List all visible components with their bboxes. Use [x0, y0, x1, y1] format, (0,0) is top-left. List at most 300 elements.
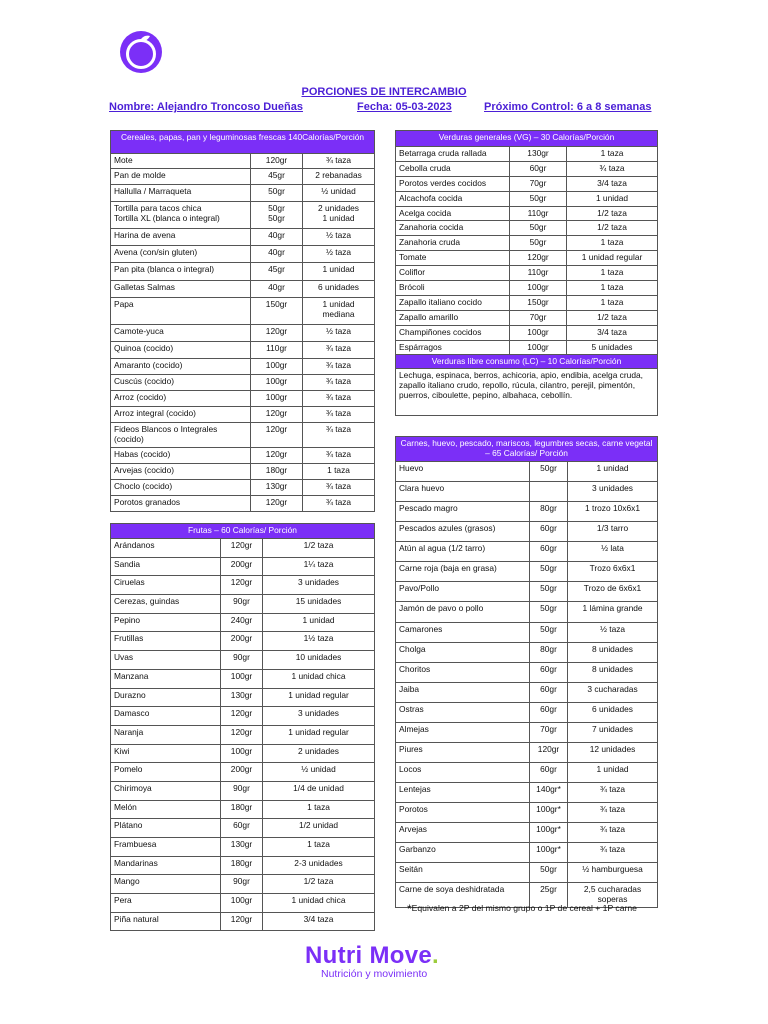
carnes-row [396, 542, 658, 562]
cereales-grams-cell: 45gr [251, 169, 303, 185]
verduras-row [396, 295, 658, 310]
frutas-grams-cell: 240gr [221, 613, 263, 632]
cereales-grams-cell: 120gr [251, 496, 303, 512]
frutas-portion-cell: 1/4 de unidad [263, 781, 375, 800]
next-control: Próximo Control: 6 a 8 semanas [484, 101, 652, 113]
cereales-grams-cell: 180gr [251, 464, 303, 480]
cereales-row [111, 359, 375, 375]
carnes-grams-cell: 60gr [530, 542, 568, 562]
frutas-grams-cell: 90gr [221, 781, 263, 800]
cereales-food-cell: Amaranto (cocido) [111, 359, 251, 375]
cereales-row [111, 169, 375, 185]
brand-dot: . [432, 942, 439, 969]
cereales-row [111, 298, 375, 325]
frutas-header-row [111, 524, 375, 539]
cereales-food-cell: Mote [111, 154, 251, 169]
carnes-food-cell: Camarones [396, 623, 530, 643]
carnes-row [396, 803, 658, 823]
verduras-portion-cell: 3/4 taza [567, 176, 658, 191]
footnote [407, 902, 637, 916]
cereales-food-cell: Porotos granados [111, 496, 251, 512]
frutas-food-cell: Arándanos [111, 539, 221, 558]
cereales-portion-cell: 2 unidades 1 unidad [303, 202, 375, 229]
verduras-row [396, 206, 658, 221]
verduras-grams-cell: 120gr [510, 251, 567, 266]
frutas-grams-cell: 100gr [221, 894, 263, 913]
frutas-food-cell: Pepino [111, 613, 221, 632]
verduras-row [396, 251, 658, 266]
cereales-grams-cell: 100gr [251, 359, 303, 375]
frutas-food-cell: Mango [111, 875, 221, 894]
cereales-grams-cell: 50gr [251, 185, 303, 202]
cereales-portion-cell: 1 unidad [303, 263, 375, 281]
carnes-food-cell: Piures [396, 743, 530, 763]
carnes-table [395, 436, 658, 908]
carnes-food-cell: Pescado magro [396, 502, 530, 522]
cereales-portion-cell: ¾ taza [303, 342, 375, 359]
frutas-portion-cell: 1 unidad regular [263, 725, 375, 744]
frutas-row [111, 595, 375, 614]
carnes-portion-cell: 8 unidades [568, 643, 658, 663]
carnes-portion-cell: 1 unidad [568, 763, 658, 783]
carnes-row [396, 663, 658, 683]
carnes-header-row [396, 437, 658, 462]
frutas-portion-cell: 2-3 unidades [263, 856, 375, 875]
cereales-portion-cell: ¾ taza [303, 480, 375, 496]
verduras-food-cell: Acelga cocida [396, 206, 510, 221]
cereales-row [111, 154, 375, 169]
verduras-grams-cell: 110gr [510, 266, 567, 281]
verduras-portion-cell: 1 taza [567, 266, 658, 281]
carnes-grams-cell: 100gr* [530, 843, 568, 863]
frutas-portion-cell: 3/4 taza [263, 912, 375, 931]
carnes-grams-cell: 50gr [530, 462, 568, 482]
cereales-food-cell: Cuscús (cocido) [111, 375, 251, 391]
verduras-portion-cell: 1 taza [567, 295, 658, 310]
verduras-portion-cell: 1/2 taza [567, 221, 658, 236]
carnes-row [396, 582, 658, 602]
verduras-row [396, 325, 658, 340]
frutas-food-cell: Pera [111, 894, 221, 913]
carnes-grams-cell: 50gr [530, 582, 568, 602]
frutas-row [111, 557, 375, 576]
frutas-portion-cell: 10 unidades [263, 651, 375, 670]
cereales-grams-cell: 120gr [251, 448, 303, 464]
carnes-grams-cell: 50gr [530, 602, 568, 623]
cereales-grams-cell: 130gr [251, 480, 303, 496]
frutas-portion-cell: ½ unidad [263, 763, 375, 782]
carnes-food-cell: Pescados azules (grasos) [396, 522, 530, 542]
carnes-food-cell: Cholga [396, 643, 530, 663]
cereales-grams-cell: 40gr [251, 281, 303, 298]
cereales-grams-cell: 110gr [251, 342, 303, 359]
frutas-grams-cell: 120gr [221, 725, 263, 744]
frutas-grams-cell: 90gr [221, 651, 263, 670]
carnes-portion-cell: 3 unidades [568, 482, 658, 502]
verduras-grams-cell: 50gr [510, 236, 567, 251]
cereales-portion-cell: ¾ taza [303, 448, 375, 464]
carnes-portion-cell: 12 unidades [568, 743, 658, 763]
carnes-row [396, 783, 658, 803]
carnes-portion-cell: ½ lata [568, 542, 658, 562]
frutas-grams-cell: 90gr [221, 875, 263, 894]
cereales-grams-cell: 120gr [251, 325, 303, 342]
verduras-food-cell: Cebolla cruda [396, 161, 510, 176]
cereales-food-cell: Galletas Salmas [111, 281, 251, 298]
frutas-food-cell: Cerezas, guindas [111, 595, 221, 614]
footnote-star: * [407, 902, 412, 916]
carnes-portion-cell: ¾ taza [568, 823, 658, 843]
frutas-grams-cell: 130gr [221, 838, 263, 857]
brand-logo [305, 942, 475, 980]
cereales-grams-cell: 120gr [251, 407, 303, 423]
cereales-food-cell: Arvejas (cocido) [111, 464, 251, 480]
frutas-row [111, 744, 375, 763]
carnes-grams-cell: 50gr [530, 863, 568, 883]
verduras-row [396, 161, 658, 176]
verduras-header: Verduras generales (VG) – 30 Calorías/Porción [396, 131, 658, 147]
carnes-grams-cell: 140gr* [530, 783, 568, 803]
frutas-portion-cell: 1 unidad [263, 613, 375, 632]
frutas-row [111, 875, 375, 894]
carnes-row [396, 522, 658, 542]
carnes-row [396, 643, 658, 663]
frutas-portion-cell: 1/2 unidad [263, 819, 375, 838]
frutas-row [111, 725, 375, 744]
verduras-portion-cell: 1 taza [567, 147, 658, 162]
carnes-row [396, 462, 658, 482]
frutas-row [111, 688, 375, 707]
frutas-grams-cell: 200gr [221, 557, 263, 576]
carnes-portion-cell: 1 trozo 10x6x1 [568, 502, 658, 522]
carnes-portion-cell: ¾ taza [568, 843, 658, 863]
frutas-food-cell: Piña natural [111, 912, 221, 931]
frutas-food-cell: Naranja [111, 725, 221, 744]
frutas-portion-cell: 15 unidades [263, 595, 375, 614]
verduras-food-cell: Champiñones cocidos [396, 325, 510, 340]
cereales-row [111, 391, 375, 407]
cereales-grams-cell: 50gr 50gr [251, 202, 303, 229]
carnes-portion-cell: 3 cucharadas [568, 683, 658, 703]
carnes-food-cell: Arvejas [396, 823, 530, 843]
carnes-row [396, 743, 658, 763]
frutas-food-cell: Ciruelas [111, 576, 221, 595]
carnes-portion-cell: Trozo de 6x6x1 [568, 582, 658, 602]
cereales-food-cell: Fideos Blancos o Integrales (cocido) [111, 423, 251, 448]
frutas-row [111, 632, 375, 651]
cereales-row [111, 480, 375, 496]
frutas-portion-cell: 1 unidad chica [263, 669, 375, 688]
frutas-table [110, 523, 375, 931]
cereales-row [111, 185, 375, 202]
frutas-grams-cell: 120gr [221, 539, 263, 558]
frutas-grams-cell: 100gr [221, 744, 263, 763]
carnes-grams-cell: 60gr [530, 522, 568, 542]
verduras-grams-cell: 100gr [510, 340, 567, 355]
carnes-grams-cell: 80gr [530, 502, 568, 522]
carnes-food-cell: Carne de soya deshidratada [396, 883, 530, 908]
cereales-food-cell: Avena (con/sin gluten) [111, 246, 251, 263]
verduras-food-cell: Tomate [396, 251, 510, 266]
cereales-food-cell: Arroz (cocido) [111, 391, 251, 407]
frutas-portion-cell: 1/2 taza [263, 539, 375, 558]
carnes-row [396, 863, 658, 883]
patient-name: Nombre: Alejandro Troncoso Dueñas [109, 101, 303, 113]
carnes-grams-cell: 50gr [530, 562, 568, 582]
cereales-grams-cell: 150gr [251, 298, 303, 325]
cereales-header: Cereales, papas, pan y leguminosas frescas 140Calorías/Porción [111, 131, 375, 154]
frutas-portion-cell: 2 unidades [263, 744, 375, 763]
carnes-portion-cell: ¾ taza [568, 803, 658, 823]
carnes-grams-cell [530, 482, 568, 502]
frutas-food-cell: Chirimoya [111, 781, 221, 800]
cereales-row [111, 229, 375, 246]
cereales-header-row [111, 131, 375, 154]
verduras-grams-cell: 50gr [510, 191, 567, 206]
verduras-grams-cell: 150gr [510, 295, 567, 310]
cereales-row [111, 246, 375, 263]
verduras-grams-cell: 110gr [510, 206, 567, 221]
carnes-grams-cell: 100gr* [530, 803, 568, 823]
cereales-food-cell: Tortilla para tacos chica Tortilla XL (blanca o integral) [111, 202, 251, 229]
frutas-row [111, 838, 375, 857]
verduras-table [395, 130, 658, 416]
verduras-portion-cell: 3/4 taza [567, 325, 658, 340]
verduras-portion-cell: 1 taza [567, 236, 658, 251]
carnes-food-cell: Garbanzo [396, 843, 530, 863]
verduras-portion-cell: 1 unidad regular [567, 251, 658, 266]
verduras-row [396, 236, 658, 251]
carnes-food-cell: Choritos [396, 663, 530, 683]
verduras-food-cell: Zanahoria cocida [396, 221, 510, 236]
verduras-grams-cell: 100gr [510, 325, 567, 340]
cereales-row [111, 423, 375, 448]
cereales-portion-cell: ¾ taza [303, 359, 375, 375]
verduras-grams-cell: 50gr [510, 221, 567, 236]
verduras-food-cell: Zapallo italiano cocido [396, 295, 510, 310]
carnes-row [396, 502, 658, 522]
carnes-header: Carnes, huevo, pescado, mariscos, legumbres secas, carne vegetal – 65 Calorías/ Porción [396, 437, 658, 462]
visit-date: Fecha: 05-03-2023 [357, 101, 452, 113]
cereales-food-cell: Choclo (cocido) [111, 480, 251, 496]
verduras-row [396, 176, 658, 191]
frutas-food-cell: Pomelo [111, 763, 221, 782]
carnes-row [396, 723, 658, 743]
frutas-row [111, 707, 375, 726]
carnes-portion-cell: 8 unidades [568, 663, 658, 683]
frutas-grams-cell: 60gr [221, 819, 263, 838]
cereales-portion-cell: ½ unidad [303, 185, 375, 202]
carnes-food-cell: Clara huevo [396, 482, 530, 502]
carnes-row [396, 683, 658, 703]
frutas-food-cell: Durazno [111, 688, 221, 707]
page-title: PORCIONES DE INTERCAMBIO [301, 86, 467, 98]
verduras-libre-row [396, 369, 658, 416]
brand-name-text: Nutri Move [305, 942, 433, 969]
frutas-food-cell: Frutillas [111, 632, 221, 651]
carnes-portion-cell: 1/3 tarro [568, 522, 658, 542]
cereales-portion-cell: ¾ taza [303, 496, 375, 512]
cereales-row [111, 342, 375, 359]
carnes-portion-cell: 1 lámina grande [568, 602, 658, 623]
frutas-food-cell: Damasco [111, 707, 221, 726]
carnes-food-cell: Almejas [396, 723, 530, 743]
cereales-portion-cell: 6 unidades [303, 281, 375, 298]
cereales-grams-cell: 120gr [251, 423, 303, 448]
cereales-food-cell: Camote-yuca [111, 325, 251, 342]
carnes-food-cell: Seitán [396, 863, 530, 883]
carnes-food-cell: Huevo [396, 462, 530, 482]
verduras-row [396, 281, 658, 296]
frutas-food-cell: Plátano [111, 819, 221, 838]
carnes-food-cell: Atún al agua (1/2 tarro) [396, 542, 530, 562]
carnes-food-cell: Ostras [396, 703, 530, 723]
apple-logo-icon [118, 29, 164, 75]
frutas-row [111, 651, 375, 670]
carnes-food-cell: Lentejas [396, 783, 530, 803]
carnes-grams-cell: 70gr [530, 723, 568, 743]
verduras-portion-cell: 1 taza [567, 281, 658, 296]
carnes-row [396, 623, 658, 643]
verduras-row [396, 191, 658, 206]
carnes-food-cell: Porotos [396, 803, 530, 823]
cereales-food-cell: Arroz integral (cocido) [111, 407, 251, 423]
verduras-portion-cell: 5 unidades [567, 340, 658, 355]
cereales-grams-cell: 40gr [251, 229, 303, 246]
cereales-row [111, 325, 375, 342]
brand-name [305, 942, 475, 970]
frutas-food-cell: Melón [111, 800, 221, 819]
cereales-food-cell: Habas (cocido) [111, 448, 251, 464]
frutas-food-cell: Uvas [111, 651, 221, 670]
carnes-portion-cell: 2,5 cucharadas soperas [568, 883, 658, 908]
cereales-row [111, 375, 375, 391]
verduras-portion-cell: 1 unidad [567, 191, 658, 206]
frutas-row [111, 912, 375, 931]
cereales-food-cell: Hallulla / Marraqueta [111, 185, 251, 202]
carnes-grams-cell: 25gr [530, 883, 568, 908]
verduras-food-cell: Porotos verdes cocidos [396, 176, 510, 191]
frutas-portion-cell: 3 unidades [263, 576, 375, 595]
carnes-row [396, 823, 658, 843]
frutas-row [111, 819, 375, 838]
verduras-portion-cell: 1/2 taza [567, 310, 658, 325]
frutas-food-cell: Frambuesa [111, 838, 221, 857]
cereales-portion-cell: ¾ taza [303, 391, 375, 407]
frutas-food-cell: Mandarinas [111, 856, 221, 875]
cereales-grams-cell: 45gr [251, 263, 303, 281]
carnes-portion-cell: 7 unidades [568, 723, 658, 743]
frutas-row [111, 781, 375, 800]
cereales-portion-cell: 1 unidad mediana [303, 298, 375, 325]
frutas-grams-cell: 180gr [221, 856, 263, 875]
verduras-food-cell: Alcachofa cocida [396, 191, 510, 206]
frutas-grams-cell: 90gr [221, 595, 263, 614]
cereales-portion-cell: 2 rebanadas [303, 169, 375, 185]
frutas-portion-cell: 1/2 taza [263, 875, 375, 894]
verduras-food-cell: Zapallo amarillo [396, 310, 510, 325]
cereales-row [111, 202, 375, 229]
carnes-grams-cell: 120gr [530, 743, 568, 763]
frutas-grams-cell: 120gr [221, 707, 263, 726]
frutas-grams-cell: 120gr [221, 576, 263, 595]
cereales-portion-cell: ½ taza [303, 325, 375, 342]
frutas-grams-cell: 200gr [221, 632, 263, 651]
cereales-table [110, 130, 375, 512]
verduras-portion-cell: 1/2 taza [567, 206, 658, 221]
verduras-grams-cell: 100gr [510, 281, 567, 296]
cereales-row [111, 407, 375, 423]
carnes-grams-cell: 60gr [530, 763, 568, 783]
frutas-portion-cell: 1½ taza [263, 632, 375, 651]
frutas-header: Frutas – 60 Calorías/ Porción [111, 524, 375, 539]
verduras-libre-header: Verduras libre consumo (LC) – 10 Calorías/Porción [396, 355, 658, 369]
verduras-food-cell: Betarraga cruda rallada [396, 147, 510, 162]
cereales-portion-cell: ¾ taza [303, 154, 375, 169]
carnes-portion-cell: Trozo 6x6x1 [568, 562, 658, 582]
frutas-grams-cell: 180gr [221, 800, 263, 819]
cereales-portion-cell: ¾ taza [303, 423, 375, 448]
cereales-portion-cell: ¾ taza [303, 407, 375, 423]
carnes-food-cell: Pavo/Pollo [396, 582, 530, 602]
verduras-food-cell: Zanahoria cruda [396, 236, 510, 251]
frutas-row [111, 669, 375, 688]
cereales-portion-cell: ½ taza [303, 229, 375, 246]
carnes-grams-cell: 60gr [530, 683, 568, 703]
verduras-row [396, 310, 658, 325]
frutas-row [111, 763, 375, 782]
carnes-portion-cell: ½ hamburguesa [568, 863, 658, 883]
frutas-row [111, 576, 375, 595]
verduras-row [396, 221, 658, 236]
frutas-grams-cell: 200gr [221, 763, 263, 782]
carnes-grams-cell: 80gr [530, 643, 568, 663]
frutas-portion-cell: 3 unidades [263, 707, 375, 726]
cereales-food-cell: Pan pita (blanca o integral) [111, 263, 251, 281]
frutas-grams-cell: 100gr [221, 669, 263, 688]
cereales-row [111, 263, 375, 281]
cereales-food-cell: Papa [111, 298, 251, 325]
cereales-grams-cell: 120gr [251, 154, 303, 169]
cereales-row [111, 496, 375, 512]
frutas-portion-cell: 1 unidad chica [263, 894, 375, 913]
carnes-row [396, 562, 658, 582]
carnes-portion-cell: 1 unidad [568, 462, 658, 482]
cereales-food-cell: Quinoa (cocido) [111, 342, 251, 359]
frutas-portion-cell: 1 unidad regular [263, 688, 375, 707]
carnes-food-cell: Jaiba [396, 683, 530, 703]
frutas-portion-cell: 1 taza [263, 800, 375, 819]
carnes-grams-cell: 100gr* [530, 823, 568, 843]
carnes-row [396, 763, 658, 783]
carnes-food-cell: Jamón de pavo o pollo [396, 602, 530, 623]
carnes-food-cell: Locos [396, 763, 530, 783]
frutas-portion-cell: 1¼ taza [263, 557, 375, 576]
carnes-grams-cell: 50gr [530, 623, 568, 643]
frutas-grams-cell: 130gr [221, 688, 263, 707]
frutas-row [111, 613, 375, 632]
cereales-row [111, 464, 375, 480]
verduras-portion-cell: ¾ taza [567, 161, 658, 176]
brand-subtitle: Nutrición y movimiento [321, 968, 428, 980]
verduras-row [396, 266, 658, 281]
frutas-food-cell: Kiwi [111, 744, 221, 763]
verduras-header-row [396, 131, 658, 147]
frutas-row [111, 894, 375, 913]
carnes-row [396, 703, 658, 723]
frutas-row [111, 539, 375, 558]
carnes-food-cell: Carne roja (baja en grasa) [396, 562, 530, 582]
